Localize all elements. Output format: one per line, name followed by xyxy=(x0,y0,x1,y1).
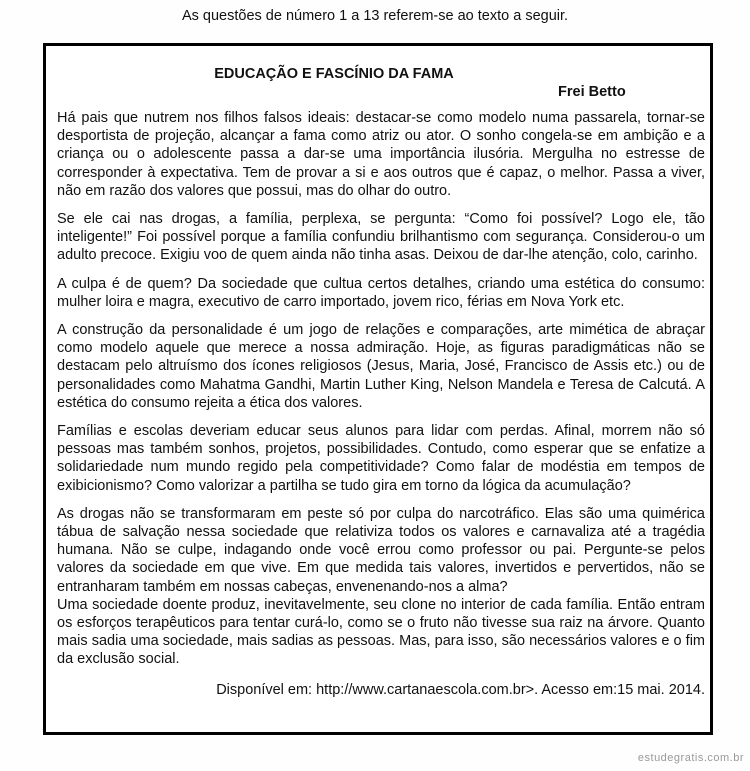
paragraph-4: A construção da personalidade é um jogo de relações e comparações, arte mimética de abraçar como modelo aquele que merece a nossa admiração. Hoje, as figuras paradigmáticas não se destacam pelo altruísmo dos ícones religiosos (Jesus, Maria, José, Francisco de Assis etc.) ou de personalidades como Mahatma Gandhi, Martin Luther King, Nelson Mandela e Teresa de Calcutá. A estética do consumo rejeita a ética dos valores. xyxy=(57,322,705,411)
watermark: estudegratis.com.br xyxy=(637,752,744,764)
article-title: EDUCAÇÃO E FASCÍNIO DA FAMA xyxy=(214,66,454,82)
article-author: Frei Betto xyxy=(558,84,626,100)
paragraph-5: Famílias e escolas deveriam educar seus alunos para lidar com perdas. Afinal, morrem não só pessoas mas também sonhos, projetos, possibilidades. Contudo, como esperar que se enfatize a solidariedade num mundo regido pela competitividade? Como falar de modéstia em tempos de exibicionismo? Como valorizar a partilha se tudo gira em torno da lógica da acumulação? xyxy=(57,423,705,494)
article-body xyxy=(57,109,705,699)
paragraph-1: Há pais que nutrem nos filhos falsos ideais: destacar-se como modelo numa passarela, tornar-se desportista de projeção, alcançar a fama como atriz ou ator. O sonho congela-se em ambição e a criança ou o adolescente passa a dar-se uma importância ilusória. Mergulha no estresse de corresponder à expectativa. Tem de provar a si e aos outros que é capaz, o melhor. Passa a viver, não em razão dos valores que possui, mas do olhar do outro. xyxy=(57,110,705,199)
intro-instruction: As questões de número 1 a 13 referem-se ao texto a seguir. xyxy=(181,8,569,24)
paragraph-6: As drogas não se transformaram em peste só por culpa do narcotráfico. Elas são uma quimérica tábua de salvação nessa sociedade que relativiza todos os valores e carnavaliza até a tragédia humana. Não se culpe, indagando onde você errou como professor ou pai. Pergunte-se pelos valores da sociedade em que vive. Em que medida tais valores, invertidos e pervertidos, não se entranharam também em nossas cabeças, envenenando-nos a alma? xyxy=(57,505,705,595)
paragraph-7: Uma sociedade doente produz, inevitavelmente, seu clone no interior de cada família. Então entram os esforços terapêuticos para tentar curá-lo, como se o fruto não tivesse sua raiz na árvore. Quanto mais sadia uma sociedade, mais sadias as pessoas. Mas, para isso, são necessários valores e o fim da exclusão social. xyxy=(57,596,705,668)
source-citation: Disponível em: http://www.cartanaescola.com.br>. Acesso em:15 mai. 2014. xyxy=(216,681,705,698)
paragraph-2: Se ele cai nas drogas, a família, perplexa, se pergunta: “Como foi possível? Logo ele, tão inteligente!” Foi possível porque a família confundiu brilhantismo com segurança. Considerou-o um adulto precoce. Exigiu voo de quem ainda não tinha asas. Deixou de dar-lhe atenção, colo, carinho. xyxy=(57,211,705,264)
article-title-wrap xyxy=(46,66,716,82)
text-box xyxy=(43,43,713,735)
paragraph-3: A culpa é de quem? Da sociedade que cultua certos detalhes, criando uma estética do consumo: mulher loira e magra, executivo de carro importado, jovem rico, férias em Nova York etc. xyxy=(57,275,705,310)
